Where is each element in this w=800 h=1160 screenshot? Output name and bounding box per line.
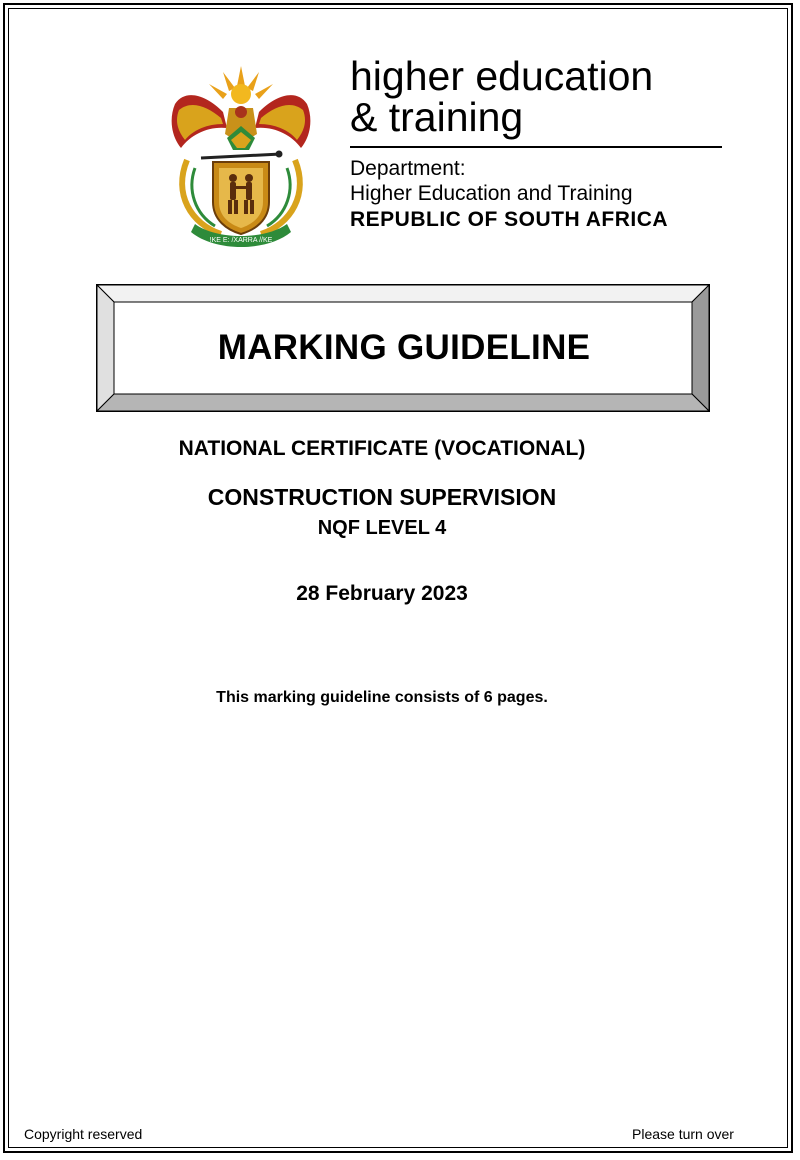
coat-of-arms-icon — [165, 64, 317, 250]
header-divider — [350, 146, 722, 148]
brand-title — [350, 53, 654, 140]
crest-motto: !KE E: /XARRA //KE — [209, 237, 273, 244]
page-count-note: This marking guideline consists of 6 pages. — [216, 689, 548, 706]
document-title: MARKING GUIDELINE — [217, 328, 591, 367]
subject-name: CONSTRUCTION SUPERVISION — [207, 484, 557, 510]
exam-date: 28 February 2023 — [296, 582, 468, 605]
turn-over-notice: Please turn over — [632, 1126, 734, 1142]
country-name: REPUBLIC OF SOUTH AFRICA — [350, 208, 669, 231]
brand-title-line-2: & training — [350, 94, 524, 140]
brand-title-line-1: higher education — [350, 53, 654, 99]
department-label: Department: — [350, 157, 466, 180]
nqf-level: NQF LEVEL 4 — [317, 517, 447, 539]
department-name: Higher Education and Training — [350, 182, 633, 205]
certificate-name: NATIONAL CERTIFICATE (VOCATIONAL) — [178, 437, 586, 460]
copyright-notice: Copyright reserved — [24, 1126, 143, 1142]
